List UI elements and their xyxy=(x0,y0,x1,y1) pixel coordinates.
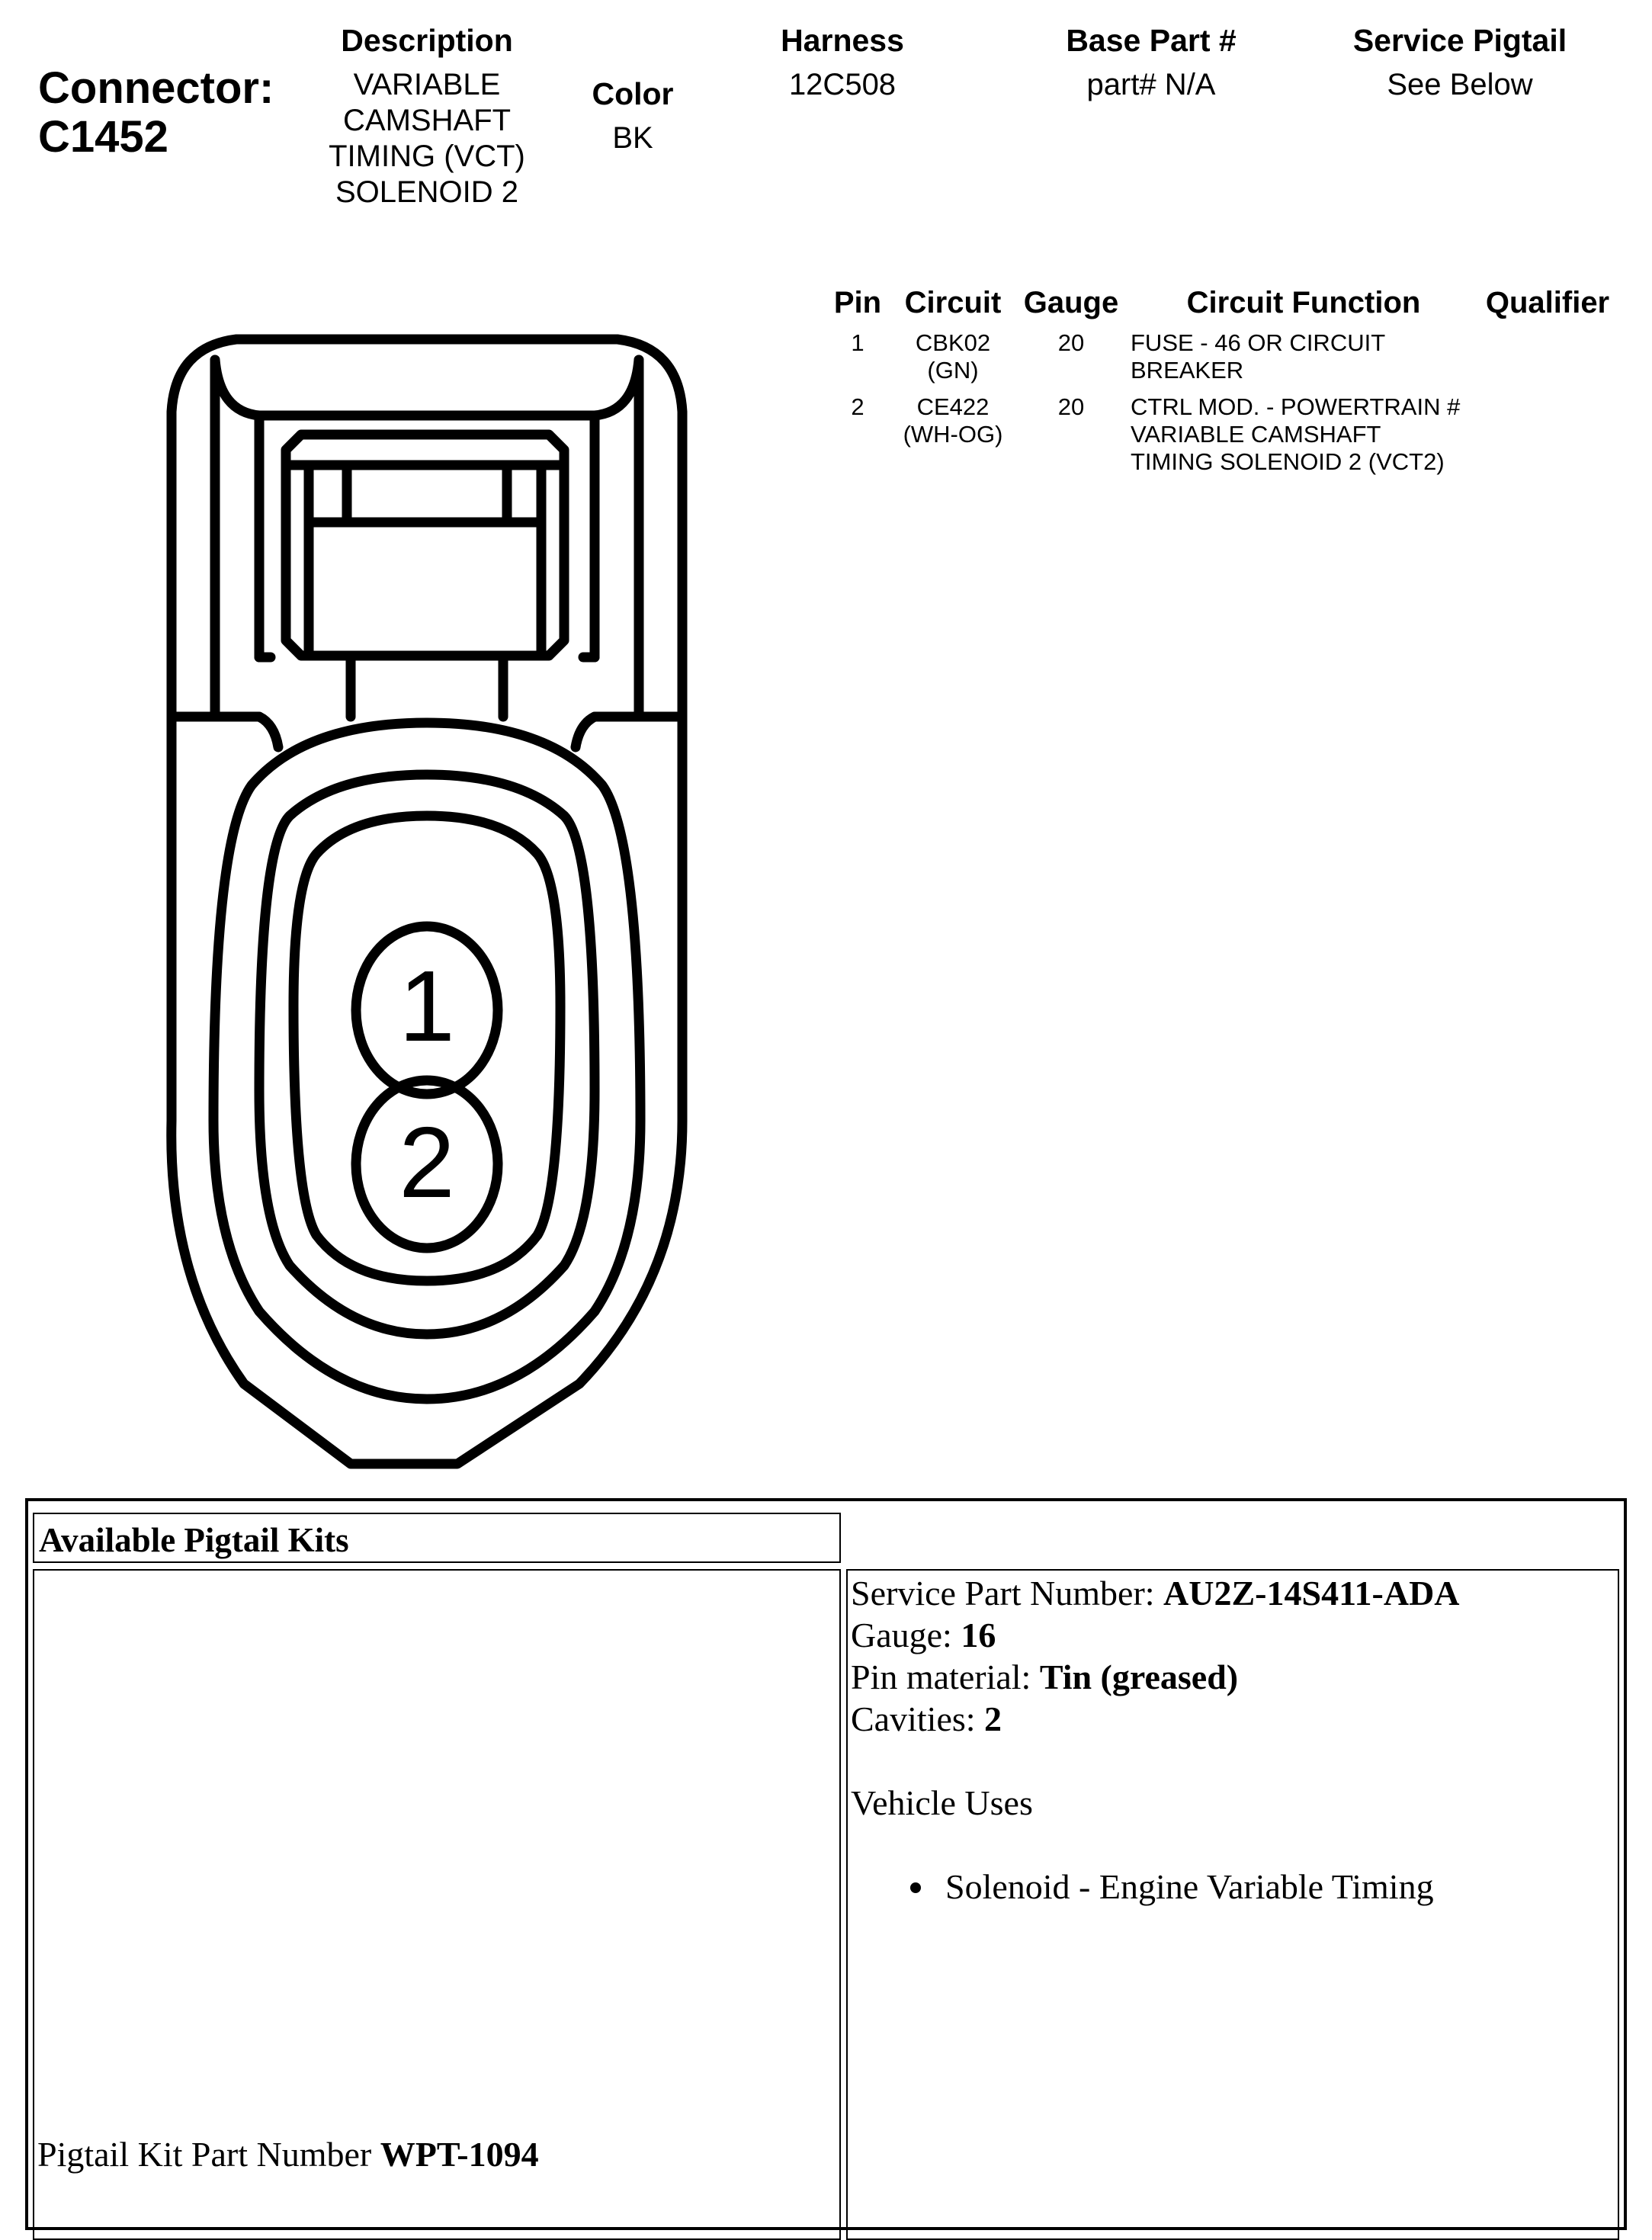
table-row-circuit xyxy=(892,329,1014,384)
service-part-label: Service Part Number: xyxy=(851,1574,1164,1613)
qualifier-column-header: Qualifier xyxy=(1485,286,1610,319)
gauge-label: Gauge: xyxy=(851,1616,961,1654)
vehicle-use-text: Solenoid - Engine Variable Timing xyxy=(945,1867,1434,1906)
function-line: TIMING SOLENOID 2 (VCT2) xyxy=(1131,448,1445,475)
harness-header: Harness xyxy=(781,23,904,58)
function-line: CTRL MOD. - POWERTRAIN # xyxy=(1131,393,1461,420)
description-line: VARIABLE xyxy=(353,68,501,101)
function-column-header: Circuit Function xyxy=(1186,286,1421,319)
cavities-value: 2 xyxy=(984,1699,1002,1738)
connector-title xyxy=(38,64,274,162)
gauge-row xyxy=(851,1614,1613,1656)
circuit-column-header: Circuit xyxy=(904,286,1002,319)
bullet-icon xyxy=(910,1882,921,1893)
table-row-gauge: 20 xyxy=(1057,329,1085,356)
pigtail-title: Available Pigtail Kits xyxy=(39,1521,349,1559)
base-part-value: part# N/A xyxy=(1086,68,1216,101)
description-value xyxy=(305,67,549,210)
cavities-label: Cavities: xyxy=(851,1699,985,1738)
pin-material-label: Pin material: xyxy=(851,1658,1040,1696)
function-line: BREAKER xyxy=(1131,357,1244,383)
table-row-circuit xyxy=(892,393,1014,448)
pin-material-value: Tin (greased) xyxy=(1039,1658,1239,1696)
circuit-code: CE422 xyxy=(916,393,990,420)
circuit-code: CBK02 xyxy=(915,329,991,356)
description-line: CAMSHAFT xyxy=(343,104,511,137)
kit-part-number xyxy=(37,2133,539,2175)
harness-value: 12C508 xyxy=(788,68,897,101)
color-value: BK xyxy=(612,121,653,155)
connector-diagram xyxy=(152,320,701,1479)
connector-id: C1452 xyxy=(38,112,168,162)
function-line: FUSE - 46 OR CIRCUIT xyxy=(1131,329,1386,356)
base-part-header: Base Part # xyxy=(1066,23,1237,58)
connector-label: Connector: xyxy=(38,63,274,113)
function-line: VARIABLE CAMSHAFT xyxy=(1131,421,1381,448)
pin-material-row xyxy=(851,1656,1613,1698)
description-line: SOLENOID 2 xyxy=(335,175,519,209)
circuit-color: (WH-OG) xyxy=(903,421,1003,448)
service-pigtail-value: See Below xyxy=(1387,68,1533,101)
pin-column-header: Pin xyxy=(833,286,882,319)
service-part-value: AU2Z-14S411-ADA xyxy=(1163,1574,1460,1613)
table-row-function xyxy=(1131,329,1474,384)
list-item xyxy=(851,1866,1613,1908)
pigtail-detail-cell xyxy=(846,1569,1619,2240)
pin-label: 2 xyxy=(399,1106,455,1218)
table-row-function xyxy=(1131,393,1474,476)
cavities-row xyxy=(851,1698,1613,1740)
gauge-value: 16 xyxy=(961,1616,996,1654)
kit-part-value: WPT-1094 xyxy=(380,2135,539,2174)
service-pigtail-header: Service Pigtail xyxy=(1352,23,1567,58)
table-row-gauge: 20 xyxy=(1057,393,1085,420)
description-header: Description xyxy=(341,23,513,58)
circuit-color: (GN) xyxy=(927,357,979,383)
description-line: TIMING (VCT) xyxy=(329,140,525,173)
color-header: Color xyxy=(592,76,674,111)
vehicle-uses-label: Vehicle Uses xyxy=(851,1783,1033,1822)
pigtail-title-cell xyxy=(33,1513,841,1563)
gauge-column-header: Gauge xyxy=(1023,286,1119,319)
pigtail-image-cell xyxy=(33,1569,841,2240)
pigtail-details xyxy=(851,1572,1613,1908)
pin-label: 1 xyxy=(399,950,455,1062)
table-row-pin: 2 xyxy=(851,393,864,420)
service-part-row xyxy=(851,1572,1613,1614)
table-row-pin: 1 xyxy=(851,329,864,356)
latch-channel-left xyxy=(215,360,639,416)
kit-part-label: Pigtail Kit Part Number xyxy=(37,2135,380,2174)
